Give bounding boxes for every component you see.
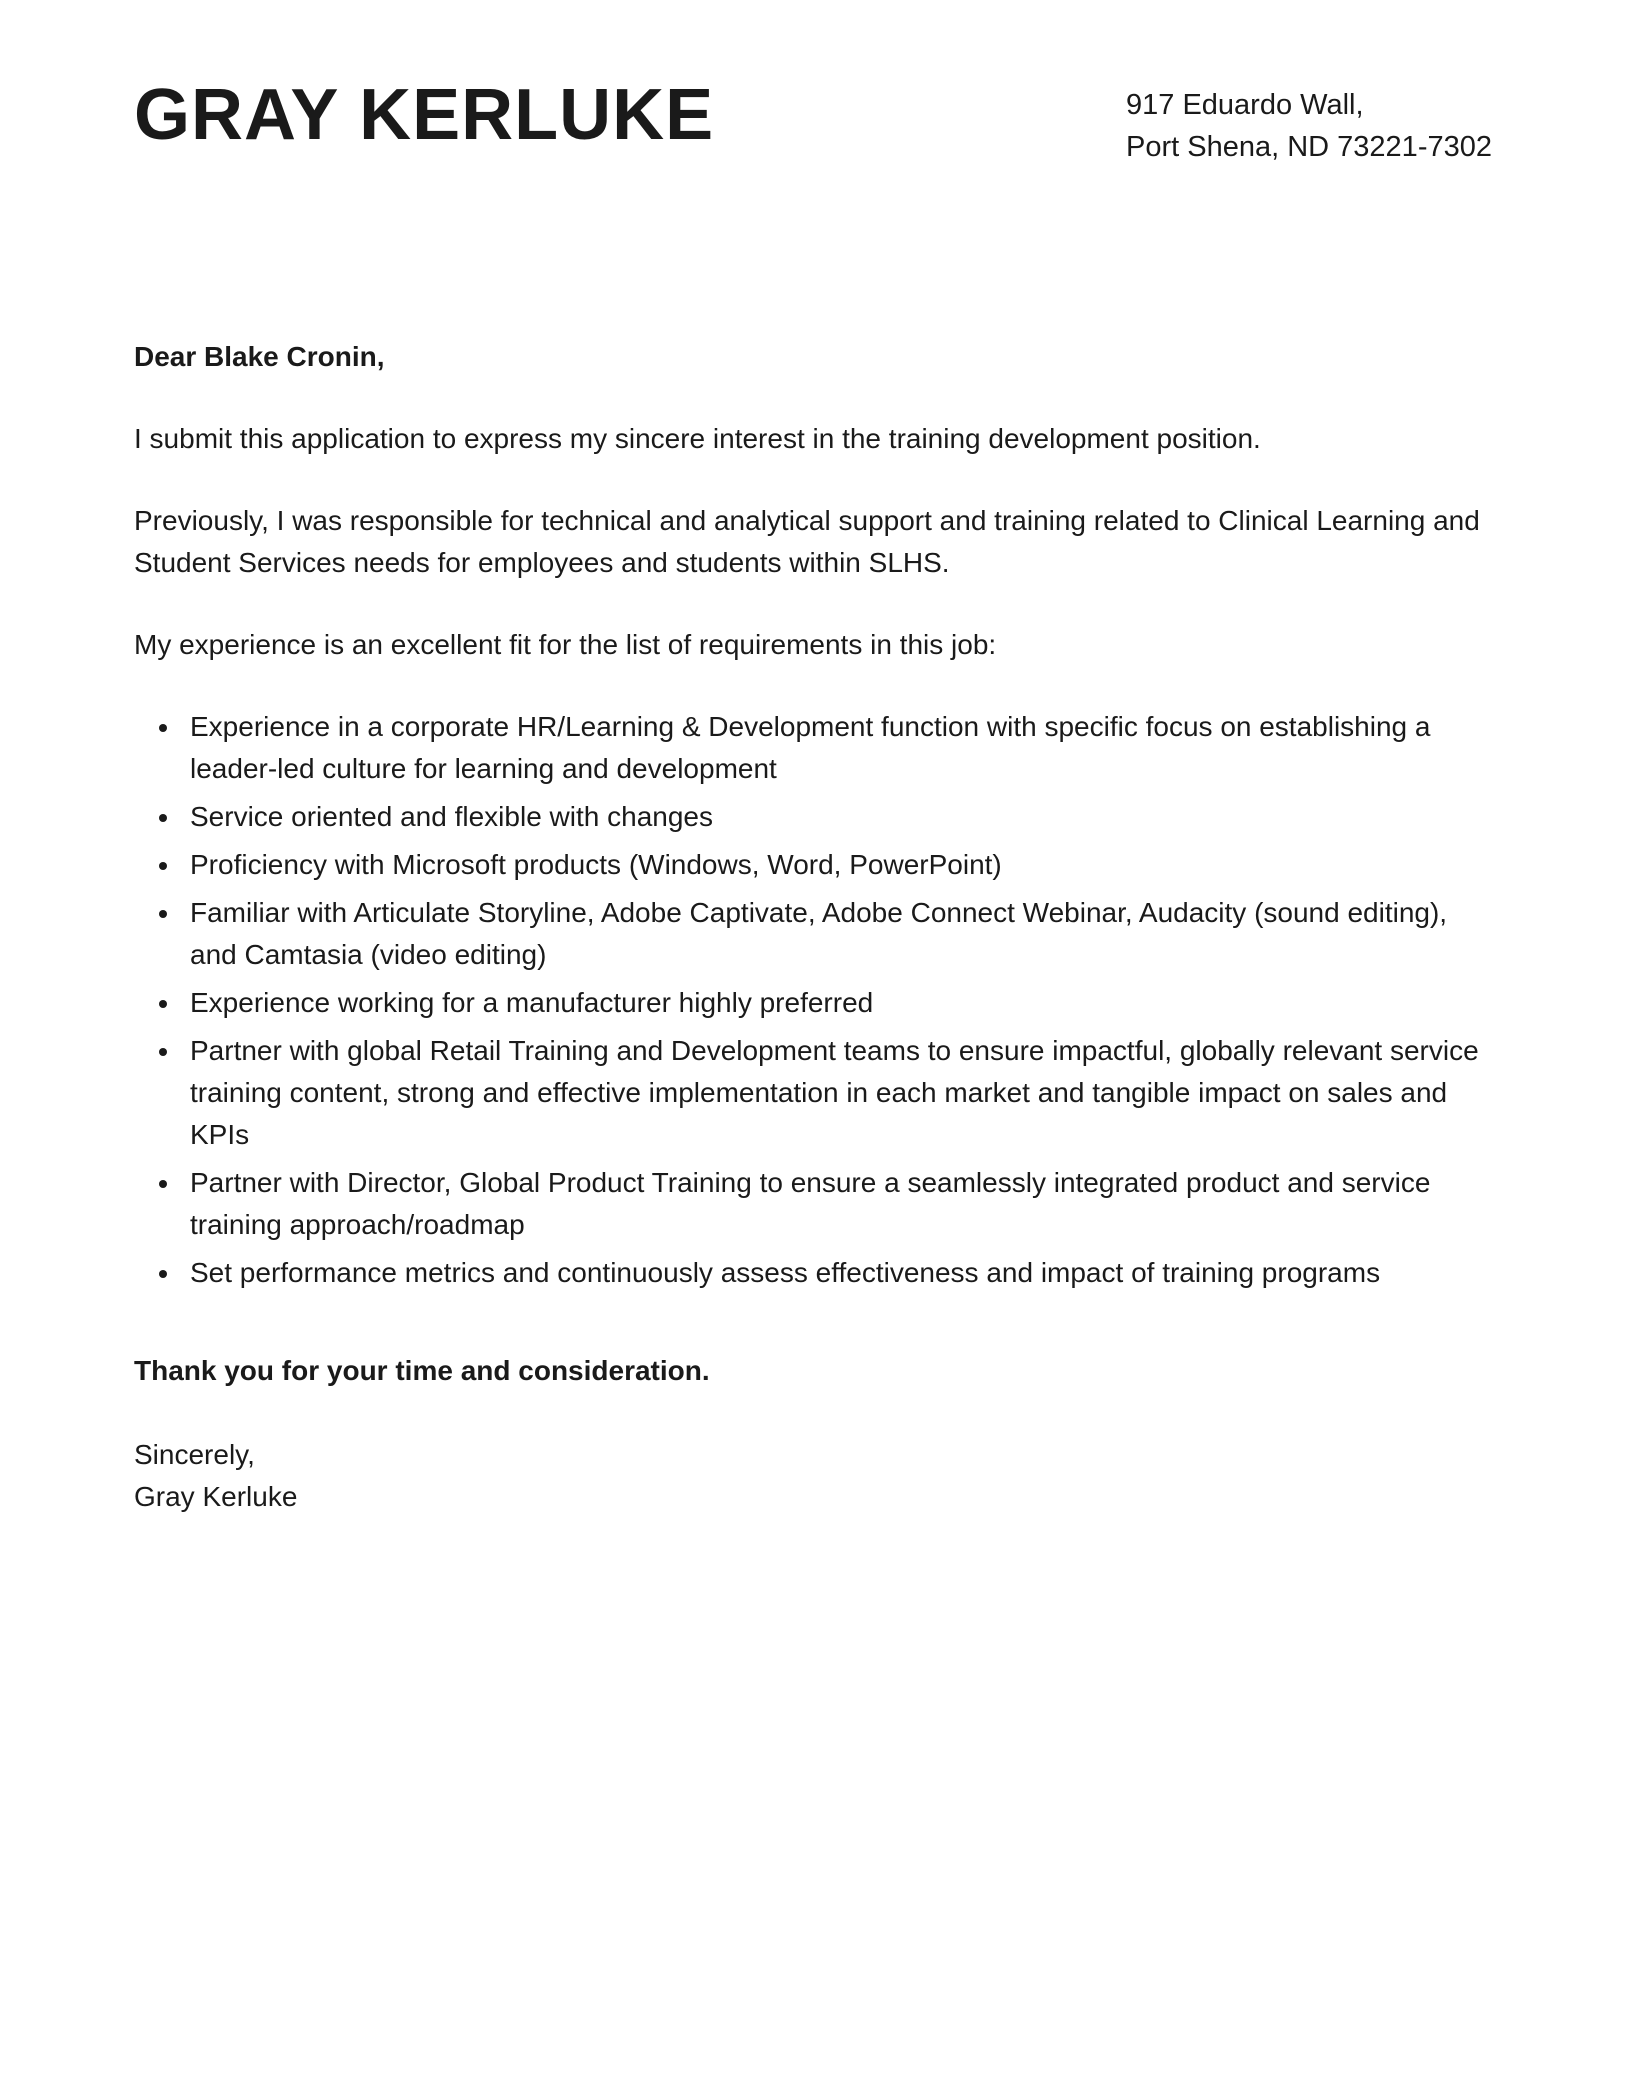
bullet-item: • Service oriented and flexible with changes (182, 796, 1494, 838)
closing-line: Sincerely, (134, 1439, 255, 1471)
bullet-item: • Partner with global Retail Training and Development teams to ensure impactful, globally relevant service training content, strong and effective implementation in each market and tangible impact on sales and KPIs (182, 1030, 1494, 1156)
sender-address-line2: Port Shena, ND 73221-7302 (1126, 131, 1492, 164)
intro-paragraph: I submit this application to express my sincere interest in the training development position. (134, 423, 1261, 455)
sender-name: GRAY KERLUKE (134, 75, 715, 155)
bullet-item: • Partner with Director, Global Product Training to ensure a seamlessly integrated product and service training approach/roadmap (182, 1162, 1494, 1246)
letter-header (134, 75, 1494, 168)
letter-body (134, 336, 1494, 1518)
signature-name: Gray Kerluke (134, 1481, 298, 1513)
bullet-item: • Familiar with Articulate Storyline, Adobe Captivate, Adobe Connect Webinar, Audacity (sound editing), and Camtasia (video editing) (182, 892, 1494, 976)
bullet-item: • Proficiency with Microsoft products (Windows, Word, PowerPoint) (182, 844, 1494, 886)
requirements-intro-paragraph: My experience is an excellent fit for the list of requirements in this job: (134, 629, 997, 661)
bullet-item: • Experience in a corporate HR/Learning & Development function with specific focus on establishing a leader-led culture for learning and development (182, 706, 1494, 790)
requirements-list (134, 706, 1494, 1294)
bullet-item: • Experience working for a manufacturer highly preferred (182, 982, 1494, 1024)
experience-paragraph: Previously, I was responsible for technical and analytical support and training related to Clinical Learning and Student Services needs for employees and students within SLHS. (134, 505, 1480, 579)
thank-you-line: Thank you for your time and consideration. (134, 1355, 710, 1387)
bullet-item: • Set performance metrics and continuously assess effectiveness and impact of training programs (182, 1252, 1494, 1294)
sender-address-line1: 917 Eduardo Wall, (1126, 89, 1364, 121)
sender-address (1126, 84, 1494, 168)
salutation: Dear Blake Cronin, (134, 341, 385, 373)
